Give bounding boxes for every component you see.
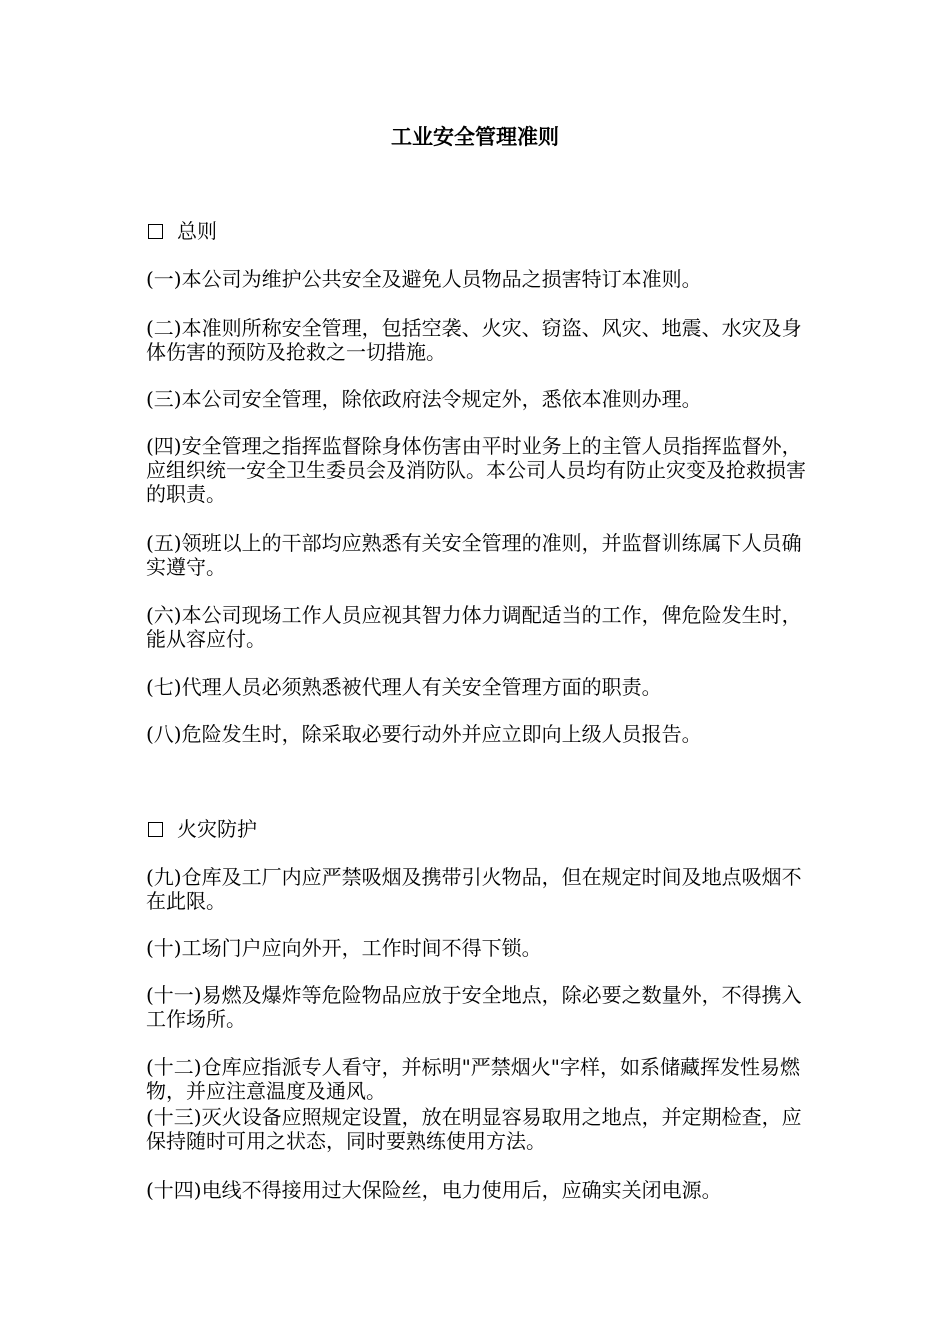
- checkbox-square-icon: [148, 224, 163, 239]
- paragraph-14: (十四)电线不得接用过大保险丝，电力使用后，应确实关闭电源。: [146, 1178, 722, 1202]
- paragraph-3: (三)本公司安全管理，除依政府法令规定外，悉依本准则办理。: [146, 387, 702, 411]
- paragraph-12: (十二)仓库应指派专人看守，并标明"严禁烟火"字样，如系储藏挥发性易燃物，并应注意温度及通风。: [146, 1055, 801, 1103]
- paragraph-9: (九)仓库及工厂内应严禁吸烟及携带引火物品，但在规定时间及地点吸烟不在此限。: [146, 865, 802, 913]
- section-heading-fire: [146, 817, 257, 841]
- paragraph-10: (十)工场门户应向外开，工作时间不得下锁。: [146, 936, 542, 960]
- paragraph-5: (五)领班以上的干部均应熟悉有关安全管理的准则，并监督训练属下人员确实遵守。: [146, 531, 802, 579]
- checkbox-square-icon: [148, 822, 163, 837]
- paragraph-1: (一)本公司为维护公共安全及避免人员物品之损害特订本准则。: [146, 267, 702, 291]
- document-title: 工业安全管理准则: [391, 125, 559, 149]
- paragraph-11: (十一)易燃及爆炸等危险物品应放于安全地点，除必要之数量外，不得携入工作场所。: [146, 983, 802, 1031]
- paragraph-4: (四)安全管理之指挥监督除身体伤害由平时业务上的主管人员指挥监督外，应组织统一安全卫生委员会及消防队。本公司人员均有防止灾变及抢救损害的职责。: [146, 434, 806, 506]
- paragraph-8: (八)危险发生时，除采取必要行动外并应立即向上级人员报告。: [146, 722, 702, 746]
- paragraph-13: (十三)灭火设备应照规定设置，放在明显容易取用之地点，并定期检查，应保持随时可用之状态，同时要熟练使用方法。: [146, 1105, 802, 1153]
- section-heading-label: 火灾防护: [177, 817, 257, 841]
- paragraph-6: (六)本公司现场工作人员应视其智力体力调配适当的工作，俾危险发生时，能从容应付。: [146, 603, 802, 651]
- section-heading-general: [146, 219, 217, 243]
- section-heading-label: 总则: [177, 219, 217, 243]
- paragraph-7: (七)代理人员必须熟悉被代理人有关安全管理方面的职责。: [146, 675, 662, 699]
- paragraph-2: (二)本准则所称安全管理，包括空袭、火灾、窃盗、风灾、地震、水灾及身体伤害的预防及抢救之一切措施。: [146, 316, 802, 364]
